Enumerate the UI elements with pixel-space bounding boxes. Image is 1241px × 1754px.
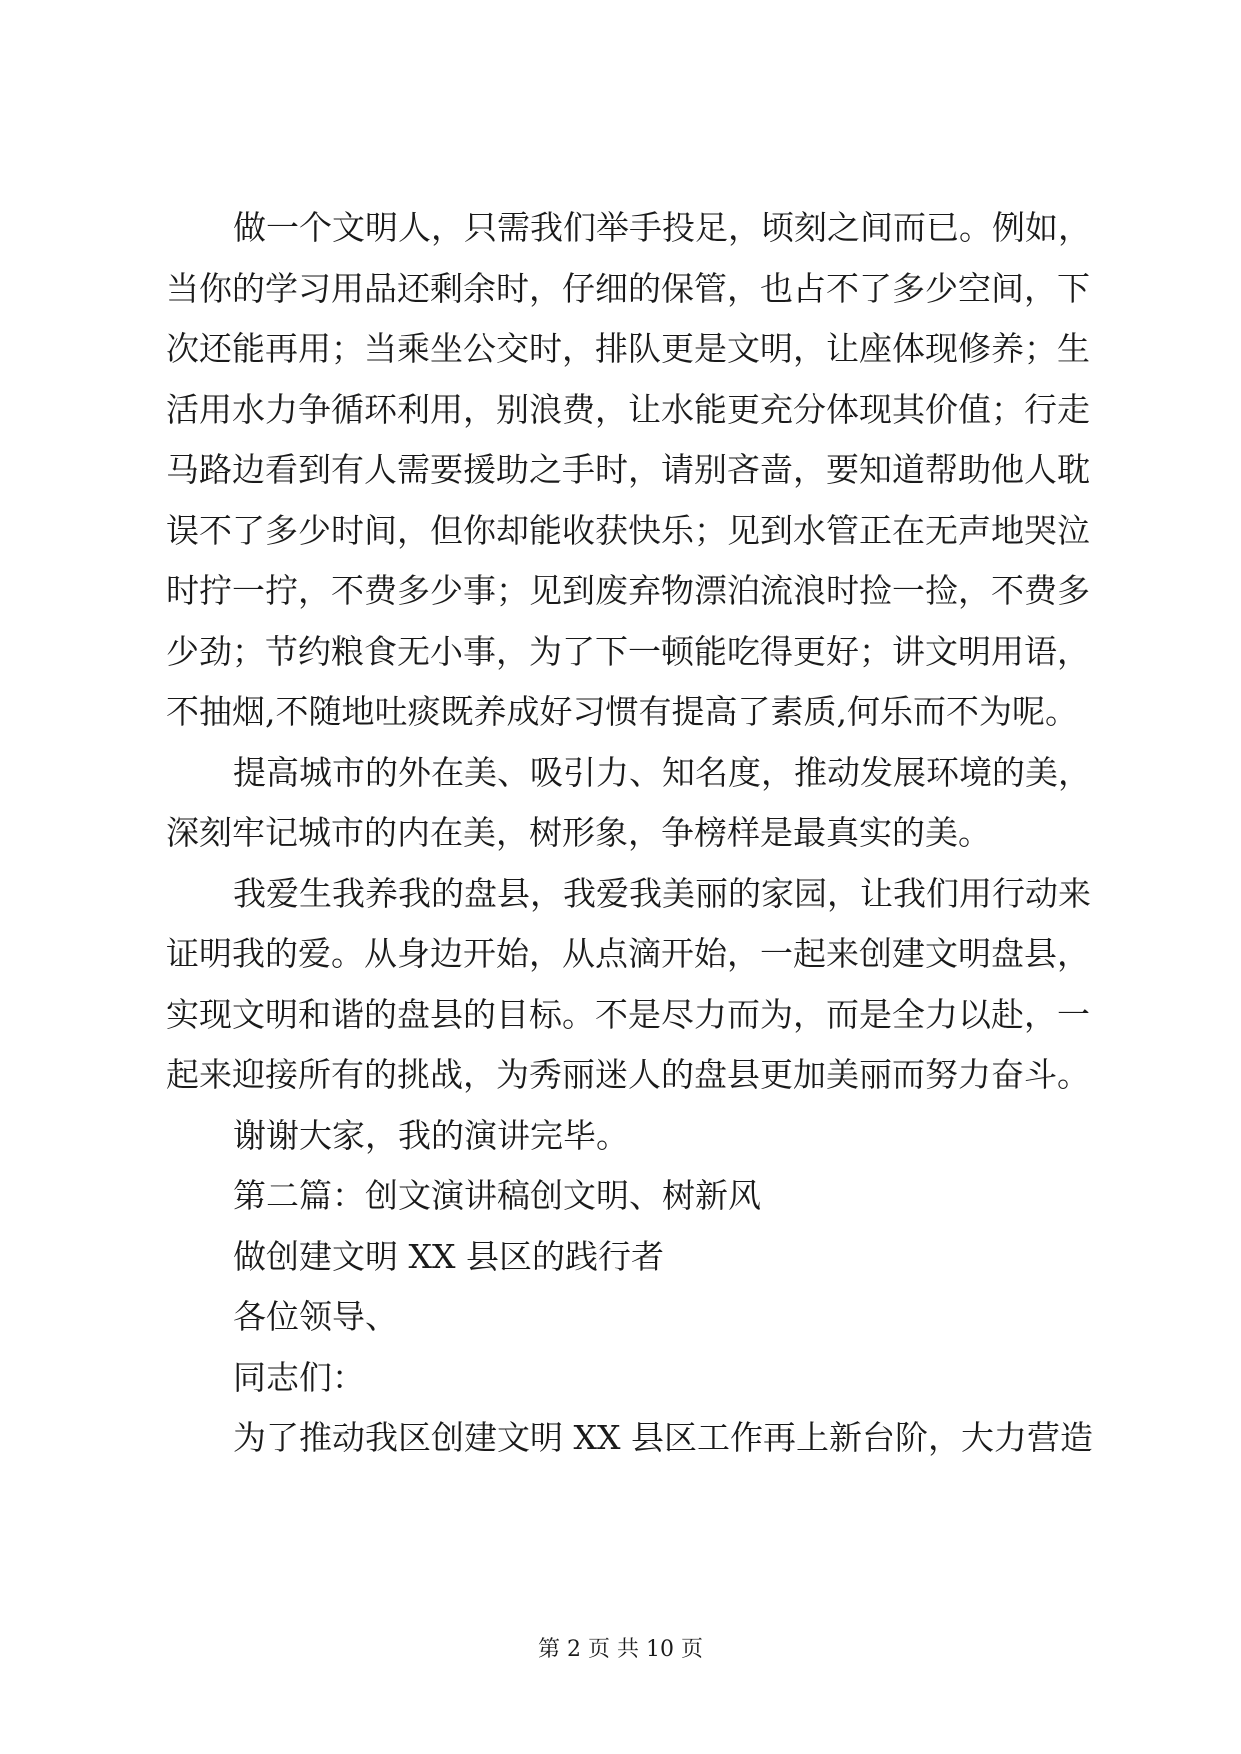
text-line: 做一个文明人，只需我们举手投足，顷刻之间而已。例如，	[233, 208, 1091, 247]
text-line: 次还能再用；当乘坐公交时，排队更是文明，让座体现修养；生	[166, 329, 1090, 368]
text-line: 时拧一拧，不费多少事；见到废弃物漂泊流浪时捡一捡，不费多	[166, 571, 1090, 610]
text-line: 当你的学习用品还剩余时，仔细的保管，也占不了多少空间，下	[166, 268, 1090, 308]
text-line: 我爱生我养我的盘县，我爱我美丽的家园，让我们用行动来	[233, 873, 1091, 913]
section-heading: 第二篇：创文演讲稿创文明、树新风	[233, 1176, 761, 1215]
text-line: 证明我的爱。从身边开始，从点滴开始，一起来创建文明盘县，	[166, 934, 1090, 973]
page-number-footer: 第 2 页 共 10 页	[538, 1637, 703, 1662]
text-line: 起来迎接所有的挑战，为秀丽迷人的盘县更加美丽而努力奋斗。	[166, 1055, 1090, 1094]
text-line: 少劲；节约粮食无小事，为了下一顿能吃得更好；讲文明用语，	[166, 631, 1090, 671]
text-line: 深刻牢记城市的内在美，树形象，争榜样是最真实的美。	[166, 813, 991, 852]
text-line: 实现文明和谐的盘县的目标。不是尽力而为，而是全力以赴，一	[166, 994, 1090, 1034]
text-line: 误不了多少时间，但你却能收获快乐；见到水管正在无声地哭泣	[166, 510, 1090, 550]
speech-title: 做创建文明 XX 县区的践行者	[233, 1236, 664, 1276]
text-line: 不抽烟,不随地吐痰既养成好习惯有提高了素质,何乐而不为呢。	[166, 692, 1078, 731]
text-line: 马路边看到有人需要援助之手时，请别吝啬，要知道帮助他人耽	[166, 450, 1090, 489]
salutation: 各位领导、	[233, 1297, 398, 1336]
document-body	[166, 198, 1093, 1469]
text-line: 为了推动我区创建文明 XX 县区工作再上新台阶，大力营造	[233, 1418, 1093, 1457]
text-line: 活用水力争循环利用，别浪费，让水能更充分体现其价值；行走	[166, 389, 1090, 429]
text-line: 谢谢大家，我的演讲完毕。	[233, 1115, 629, 1155]
salutation: 同志们：	[233, 1357, 365, 1397]
text-line: 提高城市的外在美、吸引力、知名度，推动发展环境的美，	[233, 752, 1091, 792]
